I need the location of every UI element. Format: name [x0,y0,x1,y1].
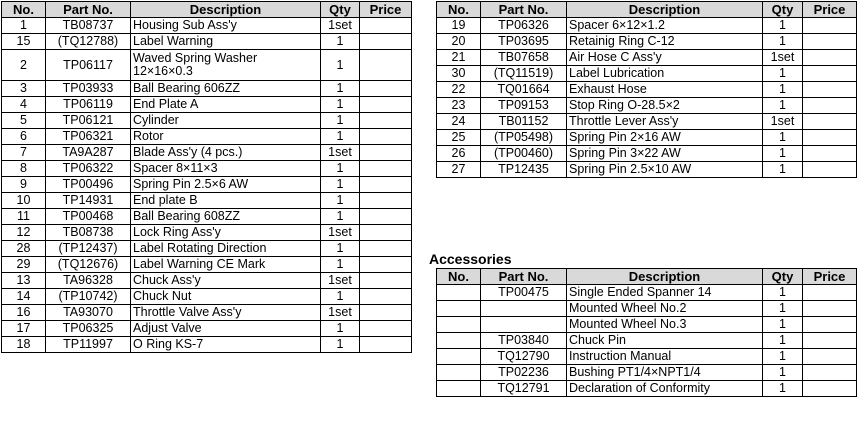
cell-qty: 1 [763,365,803,381]
cell-description: O Ring KS-7 [131,337,321,353]
cell-part-no: TP12435 [481,162,567,178]
cell-qty: 1 [321,209,360,225]
cell-description: Air Hose C Ass'y [567,50,763,66]
cell-part-no: TP00468 [46,209,131,225]
cell-description: Spacer 6×12×1.2 [567,18,763,34]
cell-part-no: TP03695 [481,34,567,50]
cell-price [803,82,857,98]
table-row [2,81,412,97]
cell-qty: 1 [321,289,360,305]
table-row [437,146,857,162]
table-row [2,257,412,273]
cell-description: Lock Ring Ass'y [131,225,321,241]
cell-price [803,66,857,82]
cell-no: 13 [2,273,46,289]
table-row [437,82,857,98]
cell-price [803,50,857,66]
cell-no: 12 [2,225,46,241]
cell-part-no: (TQ12676) [46,257,131,273]
cell-qty: 1 [321,50,360,81]
cell-part-no: (TP12437) [46,241,131,257]
cell-price [803,146,857,162]
parts-table-left [1,1,412,353]
cell-qty: 1 [763,34,803,50]
table-row [437,18,857,34]
cell-no [437,317,481,333]
cell-part-no [481,301,567,317]
right-table-body [437,18,857,178]
cell-price [803,285,857,301]
cell-price [360,193,412,209]
cell-price [803,333,857,349]
cell-price [360,209,412,225]
cell-price [803,365,857,381]
cell-no: 4 [2,97,46,113]
cell-price [360,273,412,289]
cell-part-no [481,317,567,333]
cell-no: 14 [2,289,46,305]
cell-description: Label Warning CE Mark [131,257,321,273]
cell-description: Instruction Manual [567,349,763,365]
cell-part-no: (TQ12788) [46,34,131,50]
cell-qty: 1set [321,305,360,321]
cell-qty: 1 [321,161,360,177]
cell-no: 29 [2,257,46,273]
cell-description: Label Warning [131,34,321,50]
cell-price [803,301,857,317]
cell-no: 15 [2,34,46,50]
cell-description: Adjust Valve [131,321,321,337]
cell-description: Stop Ring O-28.5×2 [567,98,763,114]
cell-price [360,241,412,257]
cell-qty: 1 [763,146,803,162]
cell-qty: 1 [321,257,360,273]
cell-price [360,18,412,34]
cell-no: 2 [2,50,46,81]
table-row [437,66,857,82]
cell-part-no: TP00496 [46,177,131,193]
accessories-title: Accessories [429,251,512,267]
cell-no: 1 [2,18,46,34]
cell-qty: 1 [763,162,803,178]
table-row [437,381,857,397]
cell-no: 25 [437,130,481,146]
cell-part-no: TA9A287 [46,145,131,161]
cell-price [360,257,412,273]
table-row [2,321,412,337]
table-row [2,225,412,241]
header-qty: Qty [763,269,803,285]
cell-no: 27 [437,162,481,178]
cell-qty: 1 [763,18,803,34]
cell-description: Cylinder [131,113,321,129]
header-part-no: Part No. [481,269,567,285]
cell-price [360,97,412,113]
cell-price [360,305,412,321]
cell-part-no: (TQ11519) [481,66,567,82]
cell-qty: 1 [321,193,360,209]
cell-price [803,114,857,130]
cell-part-no: TP11997 [46,337,131,353]
cell-part-no: TP06325 [46,321,131,337]
cell-qty: 1set [763,50,803,66]
cell-description: Chuck Pin [567,333,763,349]
cell-description: Retainig Ring C-12 [567,34,763,50]
cell-price [360,289,412,305]
cell-no: 18 [2,337,46,353]
table-row [2,18,412,34]
cell-part-no: TQ12790 [481,349,567,365]
cell-qty: 1 [321,97,360,113]
table-row [437,301,857,317]
cell-part-no: TP09153 [481,98,567,114]
table-row [2,337,412,353]
table-row [437,114,857,130]
cell-qty: 1set [321,18,360,34]
cell-part-no: TP03933 [46,81,131,97]
cell-part-no: TP06119 [46,97,131,113]
header-no: No. [437,269,481,285]
cell-no: 26 [437,146,481,162]
cell-qty: 1set [763,114,803,130]
cell-price [360,50,412,81]
header-row [437,269,857,285]
header-part-no: Part No. [46,2,131,18]
cell-price [360,321,412,337]
cell-price [803,98,857,114]
table-row [2,113,412,129]
cell-description: Declaration of Conformity [567,381,763,397]
cell-no [437,301,481,317]
header-price: Price [360,2,412,18]
cell-price [360,81,412,97]
cell-qty: 1 [321,177,360,193]
cell-price [360,113,412,129]
cell-no: 20 [437,34,481,50]
cell-no [437,349,481,365]
cell-no: 16 [2,305,46,321]
cell-price [360,337,412,353]
cell-qty: 1 [763,98,803,114]
cell-no [437,285,481,301]
cell-description: Chuck Nut [131,289,321,305]
cell-qty: 1set [321,145,360,161]
header-no: No. [437,2,481,18]
cell-qty: 1 [763,381,803,397]
header-part-no: Part No. [481,2,567,18]
cell-part-no: TP06121 [46,113,131,129]
cell-part-no: TP06322 [46,161,131,177]
cell-part-no: TB01152 [481,114,567,130]
table-row [2,273,412,289]
cell-no: 8 [2,161,46,177]
cell-description: Spring Pin 2.5×6 AW [131,177,321,193]
cell-qty: 1 [321,113,360,129]
header-row [437,2,857,18]
cell-no: 30 [437,66,481,82]
cell-part-no: (TP05498) [481,130,567,146]
accessories-table [436,268,857,397]
table-row [437,130,857,146]
header-qty: Qty [763,2,803,18]
cell-price [360,34,412,50]
cell-description: Chuck Ass'y [131,273,321,289]
cell-qty: 1set [321,225,360,241]
table-row [437,162,857,178]
cell-description: Label Rotating Direction [131,241,321,257]
header-description: Description [567,2,763,18]
cell-part-no: TP00475 [481,285,567,301]
table-row [2,193,412,209]
table-row [2,161,412,177]
cell-qty: 1 [321,34,360,50]
cell-description: Bushing PT1/4×NPT1/4 [567,365,763,381]
cell-description: Waved Spring Washer 12×16×0.3 [131,50,321,81]
cell-description: Throttle Valve Ass'y [131,305,321,321]
cell-price [360,177,412,193]
cell-description: Mounted Wheel No.3 [567,317,763,333]
cell-no: 10 [2,193,46,209]
cell-no: 24 [437,114,481,130]
cell-description: Ball Bearing 606ZZ [131,81,321,97]
cell-part-no: (TP10742) [46,289,131,305]
cell-no: 9 [2,177,46,193]
cell-part-no: TA96328 [46,273,131,289]
cell-part-no: TP02236 [481,365,567,381]
cell-no: 28 [2,241,46,257]
table-row [2,145,412,161]
cell-qty: 1 [321,81,360,97]
cell-description: End plate B [131,193,321,209]
cell-description: End Plate A [131,97,321,113]
header-row [2,2,412,18]
cell-description: Label Lubrication [567,66,763,82]
cell-description: Blade Ass'y (4 pcs.) [131,145,321,161]
cell-no [437,365,481,381]
cell-no: 21 [437,50,481,66]
header-description: Description [131,2,321,18]
cell-qty: 1 [321,241,360,257]
table-row [2,97,412,113]
cell-qty: 1 [763,130,803,146]
table-row [2,305,412,321]
cell-part-no: TQ12791 [481,381,567,397]
cell-qty: 1 [763,66,803,82]
cell-part-no: TP06321 [46,129,131,145]
cell-price [803,34,857,50]
cell-description: Spring Pin 2.5×10 AW [567,162,763,178]
table-row [2,50,412,81]
cell-description: Ball Bearing 608ZZ [131,209,321,225]
cell-description: Throttle Lever Ass'y [567,114,763,130]
table-row [2,209,412,225]
header-no: No. [2,2,46,18]
table-row [437,365,857,381]
cell-no: 23 [437,98,481,114]
cell-part-no: TP06326 [481,18,567,34]
cell-part-no: TB08737 [46,18,131,34]
cell-qty: 1 [321,337,360,353]
cell-part-no: TB08738 [46,225,131,241]
cell-description: Rotor [131,129,321,145]
cell-no: 22 [437,82,481,98]
header-qty: Qty [321,2,360,18]
cell-description: Housing Sub Ass'y [131,18,321,34]
table-row [2,241,412,257]
cell-price [360,145,412,161]
cell-price [360,129,412,145]
parts-table-right [436,1,857,178]
cell-qty: 1 [763,301,803,317]
accessories-table-body [437,285,857,397]
cell-part-no: TP03840 [481,333,567,349]
cell-price [803,18,857,34]
cell-description: Single Ended Spanner 14 [567,285,763,301]
cell-price [803,317,857,333]
cell-no: 7 [2,145,46,161]
table-row [437,285,857,301]
header-price: Price [803,2,857,18]
table-row [437,333,857,349]
cell-qty: 1set [321,273,360,289]
table-row [2,177,412,193]
cell-qty: 1 [321,129,360,145]
cell-qty: 1 [763,317,803,333]
cell-no: 6 [2,129,46,145]
cell-price [360,225,412,241]
cell-price [803,349,857,365]
table-row [437,98,857,114]
header-price: Price [803,269,857,285]
table-row [2,129,412,145]
cell-part-no: TP06117 [46,50,131,81]
cell-price [803,381,857,397]
cell-no [437,333,481,349]
cell-no: 3 [2,81,46,97]
table-row [437,34,857,50]
cell-qty: 1 [763,349,803,365]
cell-no: 17 [2,321,46,337]
table-row [437,317,857,333]
cell-qty: 1 [763,82,803,98]
cell-part-no: (TP00460) [481,146,567,162]
cell-description: Mounted Wheel No.2 [567,301,763,317]
cell-part-no: TA93070 [46,305,131,321]
cell-no: 11 [2,209,46,225]
cell-price [360,161,412,177]
cell-price [803,162,857,178]
cell-no: 19 [437,18,481,34]
cell-description: Spring Pin 3×22 AW [567,146,763,162]
cell-part-no: TB07658 [481,50,567,66]
cell-price [803,130,857,146]
left-table-body [2,18,412,353]
header-description: Description [567,269,763,285]
cell-qty: 1 [321,321,360,337]
table-row [2,34,412,50]
table-row [437,349,857,365]
cell-description: Spacer 8×11×3 [131,161,321,177]
cell-part-no: TP14931 [46,193,131,209]
cell-qty: 1 [763,333,803,349]
cell-no: 5 [2,113,46,129]
cell-description: Exhaust Hose [567,82,763,98]
cell-qty: 1 [763,285,803,301]
cell-part-no: TQ01664 [481,82,567,98]
cell-description: Spring Pin 2×16 AW [567,130,763,146]
table-row [437,50,857,66]
table-row [2,289,412,305]
cell-no [437,381,481,397]
